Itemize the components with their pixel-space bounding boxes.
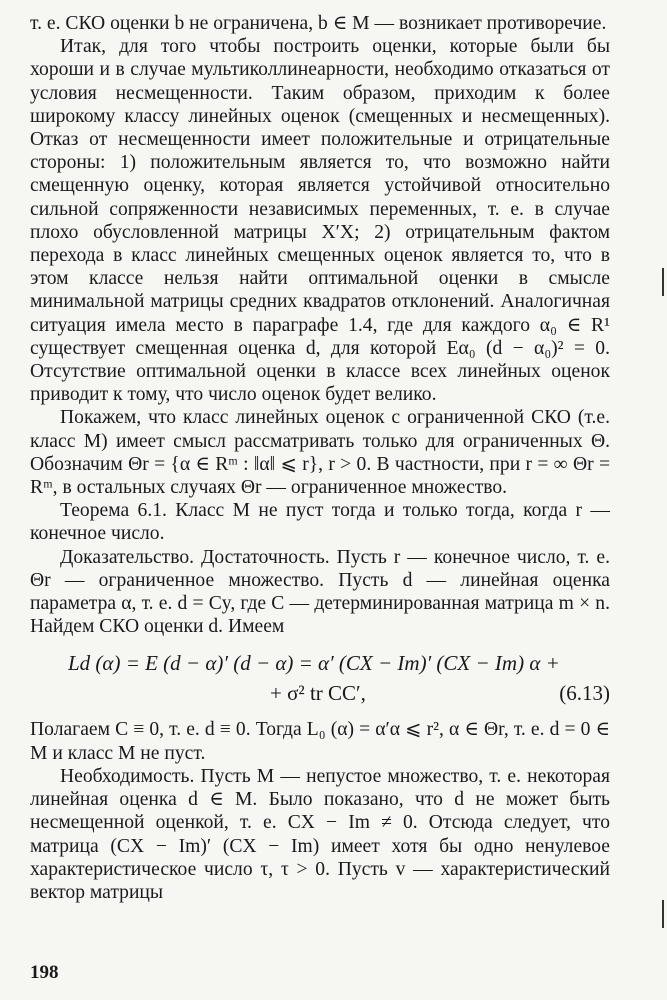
zero-estimate-text: Полагаем C ≡ 0, т. е. d ≡ 0. Тогда L₀ (α) = α′α ⩽ r², α ∈ Θr, т. е. d = 0 ∈ M и класс M не пуст. xyxy=(30,719,610,764)
paragraph-1 xyxy=(30,12,610,35)
necessity-paragraph xyxy=(30,765,610,904)
page-number: 198 xyxy=(30,962,59,983)
margin-mark xyxy=(662,268,664,296)
margin-mark xyxy=(662,900,664,928)
theorem-text: Теорема 6.1. Класс M не пуст тогда и только тогда, когда r — конечное число. xyxy=(30,500,610,545)
paragraph-3 xyxy=(30,406,610,499)
theorem-6-1 xyxy=(30,499,610,545)
formula-line-1: Ld (α) = E (d − α)′ (d − α) = α′ (CX − Im)′ (CX − Im) α + xyxy=(68,651,560,676)
proof-text: Доказательство. Достаточность. Пусть r — конечное число, т. е. Θr — ограниченное множество. Пусть d — линейная оценка параметра α, т. е. d = Cy, где C — детерминированная матрица m × n. Найдем СКО оценки d. Имеем xyxy=(30,546,610,638)
formula-line-2: + σ² tr CC′, xyxy=(270,681,366,706)
body-text xyxy=(30,12,610,904)
necessity-text: Необходимость. Пусть M — непустое множество, т. е. некоторая линейная оценка d ∈ M. Было показано, что d не может быть несмещенной оценкой, т. е. CX − Im ≠ 0. Отсюда следует, что матрица (CX − Im)′ (CX − Im) имеет хотя бы одно ненулевое характеристическое число τ, τ > 0. Пусть v — характеристический вектор матрицы xyxy=(30,765,610,903)
equation-number: (6.13) xyxy=(559,681,610,706)
paragraph-1-text: т. е. СКО оценки b не ограничена, b ∈ M — возникает противоречие. xyxy=(30,13,607,34)
paragraph-zero-estimate xyxy=(30,718,610,764)
paragraph-2-text: Итак, для того чтобы построить оценки, которые были бы хороши и в случае мультиколлинеарности, необходимо отказаться от условия несмещенности. Таким образом, приходим к более широкому классу линейных оценок (смещенных и несмещенных). Отказ от несмещенности имеет положительные и отрицательные стороны: 1) положительным является то, что возможно найти смещенную оценку, которая является устойчивой относительно сильной сопряженности независимых переменных, т. е. в случае плохо обусловленной матрицы X′X; 2) отрицательным фактом перехода в класс линейных смещенных оценок является то, что в этом классе нельзя найти оптимальной оценки в смысле минимальной матрицы средних квадратов отклонений. Аналогичная ситуация имела место в параграфе 1.4, где для каждого α₀ ∈ R¹ существует смещенная оценка d, для которой Eα₀ (d − α₀)² = 0. Отсутствие оптимальной оценки в классе всех линейных оценок приводит к тому, что число оценок будет велико. xyxy=(30,36,610,406)
proof-paragraph xyxy=(30,546,610,639)
formula-6-13 xyxy=(30,648,610,712)
paragraph-2 xyxy=(30,35,610,406)
paragraph-3-text: Покажем, что класс линейных оценок с ограниченной СКО (т.е. класс M) имеет смысл рассматривать только для ограниченных Θ. Обозначим Θr = {α ∈ Rᵐ : ‖α‖ ⩽ r}, r > 0. В частности, при r = ∞ Θr = Rᵐ, в остальных случаях Θr — ограниченное множество. xyxy=(30,407,610,499)
